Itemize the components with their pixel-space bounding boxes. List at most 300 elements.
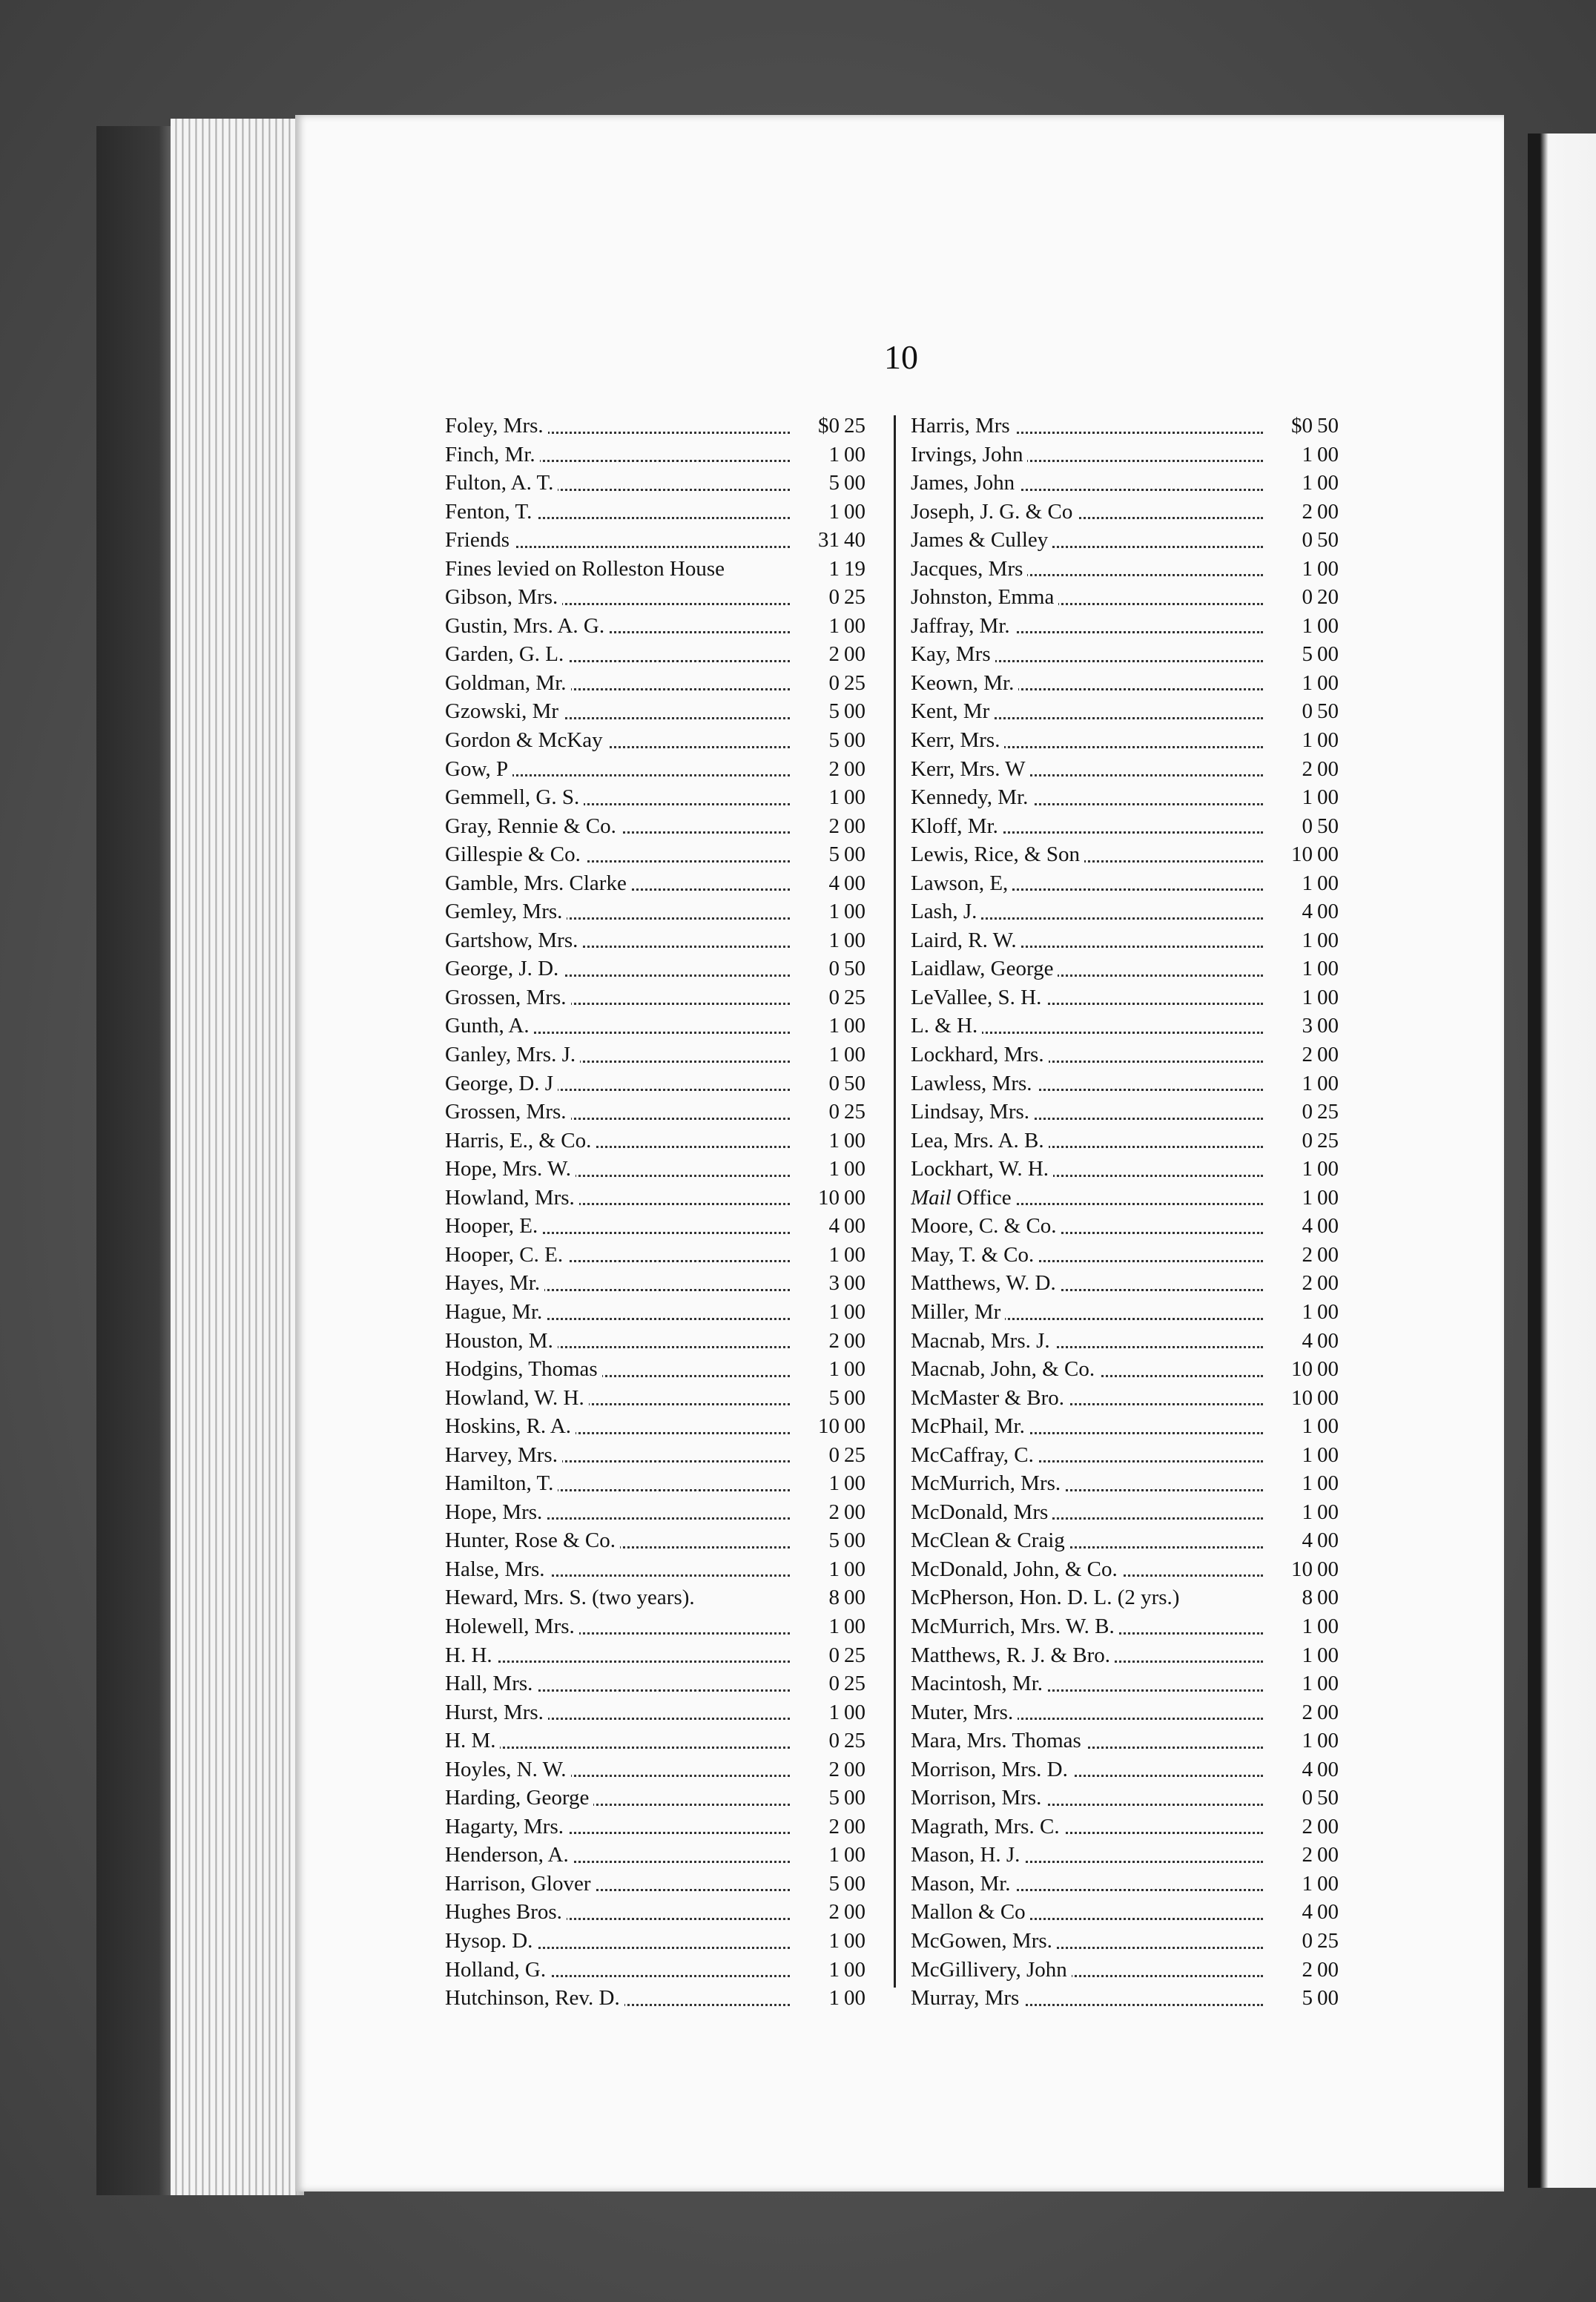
entry-dollars: 1	[1302, 1729, 1313, 1753]
entry-name: Gibson, Mrs.	[445, 585, 562, 609]
entry-dollars: 2	[828, 642, 840, 667]
page-edges	[171, 119, 297, 2195]
entry-name: Mason, Mr.	[911, 1872, 1015, 1896]
entry-dollars: 1	[828, 499, 840, 524]
entry-dollars: 5	[828, 1786, 840, 1810]
entry-dollars: 2	[1302, 1700, 1313, 1724]
entry-cents: 00	[1317, 1071, 1339, 1095]
entry-name: Hurst, Mrs.	[445, 1701, 548, 1724]
entry-dollars: 1	[828, 442, 840, 466]
entry-dollars: 1	[828, 613, 840, 638]
entry-cents: 00	[1317, 871, 1339, 895]
entry-dollars: 2	[1302, 1043, 1313, 1067]
entry-cents: 00	[1317, 1271, 1339, 1296]
entry-cents: 00	[844, 871, 865, 895]
entry-name: Lea, Mrs. A. B.	[911, 1129, 1049, 1152]
entry-cents: 00	[844, 442, 865, 466]
entry-cents: 00	[1317, 1871, 1339, 1896]
entry-name: Lawless, Mrs.	[911, 1072, 1037, 1095]
entry-name: Irvings, John	[911, 443, 1027, 466]
entry-cents: 00	[844, 1586, 865, 1610]
entry-cents: 00	[1317, 1814, 1339, 1838]
entry-cents: 00	[844, 1157, 865, 1181]
column-divider	[894, 415, 896, 1988]
entry-cents: 00	[1317, 1014, 1339, 1038]
entry-cents: 00	[1317, 1242, 1339, 1267]
entry-name: Harvey, Mrs.	[445, 1443, 562, 1467]
entry-dollars: 1	[1302, 785, 1313, 810]
entry-cents: 00	[1317, 928, 1339, 952]
entry-dollars: 10	[818, 1414, 840, 1439]
entry-cents: 00	[844, 499, 865, 524]
entry-dollars: 0	[1302, 1928, 1313, 1953]
entry-dollars: 0	[1302, 699, 1313, 724]
entry-cents: 00	[844, 1814, 865, 1838]
entry-dollars: 10	[1291, 1557, 1313, 1581]
entry-dollars: 4	[828, 1214, 840, 1239]
entry-dollars: 2	[1302, 1271, 1313, 1296]
entry-name: Miller, Mr	[911, 1300, 1005, 1324]
entry-name: George, J. D.	[445, 957, 563, 980]
entry-name: McDonald, John, & Co.	[911, 1557, 1122, 1581]
entry-cents: 00	[844, 1043, 865, 1067]
list-item	[445, 555, 883, 584]
entry-name: Houston, M.	[445, 1329, 558, 1353]
entry-name: Macintosh, Mr.	[911, 1672, 1047, 1695]
entry-dollars: 1	[828, 900, 840, 924]
entry-cents: 00	[1317, 1757, 1339, 1781]
entry-dollars: 0	[1302, 1786, 1313, 1810]
entry-cents: 50	[1317, 699, 1339, 724]
entry-dollars: 4	[1302, 1757, 1313, 1781]
entry-name: Hysop. D.	[445, 1929, 537, 1953]
entry-cents: 00	[844, 1986, 865, 2011]
entry-dollars: 0	[828, 1071, 840, 1095]
entry-name: Hoskins, R. A.	[445, 1414, 576, 1438]
entry-dollars: 0	[828, 985, 840, 1009]
entry-name: Howland, W. H.	[445, 1386, 589, 1410]
entry-dollars: 1	[828, 1957, 840, 1982]
entry-name: McMurrich, Mrs.	[911, 1471, 1065, 1495]
entry-name: Lash, J.	[911, 900, 981, 923]
facing-page-edge	[1528, 133, 1596, 2188]
entry-cents: 00	[844, 1614, 865, 1638]
entry-dollars: 2	[828, 1757, 840, 1781]
entry-name: Fulton, A. T.	[445, 471, 558, 495]
entry-dollars: 2	[1302, 1242, 1313, 1267]
entry-name: Hutchinson, Rev. D.	[445, 1986, 624, 2010]
entry-dollars: 1	[1302, 1471, 1313, 1496]
entry-dollars: 2	[828, 756, 840, 781]
entry-name: Garden, G. L.	[445, 642, 568, 666]
entry-cents: 25	[844, 414, 865, 438]
entry-name: Lawson, E,	[911, 871, 1012, 895]
entry-name: McPhail, Mr.	[911, 1414, 1029, 1438]
entry-cents: 00	[844, 1414, 865, 1439]
entry-dollars: 2	[1302, 1843, 1313, 1867]
entry-dollars: 4	[1302, 1214, 1313, 1239]
entry-name: Joseph, J. G. & Co	[911, 500, 1077, 524]
entry-name-wrap	[445, 526, 790, 555]
entry-name: Hayes, Mr.	[445, 1271, 544, 1295]
entry-cents: 00	[1317, 1214, 1339, 1239]
entry-name-wrap	[911, 1984, 1263, 2013]
list-item	[445, 1984, 883, 2013]
entry-cents: 25	[1317, 1128, 1339, 1152]
entry-cents: 00	[844, 471, 865, 495]
entry-dollars: 0	[828, 585, 840, 610]
entry-dollars: 3	[1302, 1014, 1313, 1038]
entry-dollars: 1	[1302, 1500, 1313, 1524]
entry-cents: 00	[1317, 785, 1339, 810]
entry-dollars: 1	[1302, 1185, 1313, 1210]
entry-name: Gray, Rennie & Co.	[445, 814, 621, 838]
entry-name: May, T. & Co.	[911, 1243, 1038, 1267]
entry-dollars: 0	[828, 670, 840, 695]
entry-name: Jacques, Mrs	[911, 557, 1027, 581]
entry-dollars: 8	[1302, 1586, 1313, 1610]
entry-name: LeVallee, S. H.	[911, 986, 1046, 1009]
entry-dollars: 2	[828, 1814, 840, 1838]
entry-cents: 00	[844, 1957, 865, 1982]
entry-name: Fenton, T.	[445, 500, 536, 524]
entry-cents: 00	[1317, 1843, 1339, 1867]
entry-name: Hope, Mrs.	[445, 1500, 547, 1524]
entry-dollars: 10	[1291, 1357, 1313, 1382]
entry-name: Matthews, W. D.	[911, 1271, 1061, 1295]
entry-dollars: 1	[1302, 670, 1313, 695]
entry-cents: 00	[1317, 642, 1339, 667]
entry-cents: 00	[1317, 1185, 1339, 1210]
entry-dollars: 1	[828, 1557, 840, 1581]
entry-name: Harris, E., & Co.	[445, 1129, 596, 1152]
entry-name: Gemley, Mrs.	[445, 900, 567, 923]
entry-cents: 00	[1317, 900, 1339, 924]
page-number: 10	[884, 338, 918, 376]
entry-name: Hague, Mr.	[445, 1300, 547, 1324]
entry-name: Grossen, Mrs.	[445, 1100, 571, 1124]
entry-dollars: 10	[1291, 1385, 1313, 1410]
entry-cents: 00	[1317, 1900, 1339, 1925]
entry-name: Lewis, Rice, & Son	[911, 842, 1084, 866]
entry-name: Magrath, Mrs. C.	[911, 1815, 1064, 1838]
entry-cents: 50	[844, 1071, 865, 1095]
entry-name: Lockhard, Mrs.	[911, 1043, 1049, 1066]
entry-name: McGillivery, John	[911, 1958, 1072, 1982]
entry-cents: 00	[1317, 1471, 1339, 1496]
entry-dollars: 1	[828, 1242, 840, 1267]
entry-dollars: 10	[1291, 842, 1313, 867]
entry-dollars: 1	[828, 1299, 840, 1324]
entry-dollars: 2	[1302, 1814, 1313, 1838]
entry-dollars: 1	[1302, 957, 1313, 981]
entry-dollars: 0	[828, 1442, 840, 1467]
entry-name: Hooper, C. E.	[445, 1243, 567, 1267]
left-column-list	[445, 412, 883, 2013]
entry-name: Heward, Mrs. S. (two years).	[445, 1586, 699, 1609]
entry-dollars: 1	[1302, 1299, 1313, 1324]
entry-cents: 00	[844, 1185, 865, 1210]
entry-dollars: 1	[828, 1614, 840, 1638]
entry-name: Ganley, Mrs. J.	[445, 1043, 580, 1066]
entry-name: Harrison, Glover	[445, 1872, 596, 1896]
entry-name: Harding, George	[445, 1786, 593, 1810]
entry-dollars: 4	[1302, 900, 1313, 924]
entry-name: Finch, Mr.	[445, 443, 540, 466]
entry-dollars: 4	[1302, 1900, 1313, 1925]
entry-dollars: 5	[828, 1385, 840, 1410]
entry-name: Jaffray, Mr.	[911, 614, 1015, 638]
entry-dollars: 1	[1302, 871, 1313, 895]
entry-cents: 00	[844, 785, 865, 810]
entry-dollars: 1	[1302, 442, 1313, 466]
entry-cents: 00	[844, 756, 865, 781]
entry-cents: 00	[1317, 556, 1339, 581]
entry-name: Morrison, Mrs.	[911, 1786, 1046, 1810]
entry-cents: 00	[844, 1900, 865, 1925]
entry-name: Gemmell, G. S.	[445, 785, 584, 809]
entry-name: Murray, Mrs	[911, 1986, 1023, 2010]
entry-name: Gow, P	[445, 757, 512, 781]
entry-dollars: 1	[1302, 1614, 1313, 1638]
entry-cents: 50	[1317, 1786, 1339, 1810]
entry-cents: 00	[1317, 1986, 1339, 2011]
entry-cents: 00	[844, 1128, 865, 1152]
entry-cents: 50	[844, 957, 865, 981]
entry-dollars: 1	[828, 1986, 840, 2011]
entry-name: Gzowski, Mr	[445, 699, 563, 723]
entry-cents: 19	[844, 556, 865, 581]
entry-cents: 25	[844, 1442, 865, 1467]
entry-cents: 00	[1317, 1414, 1339, 1439]
entry-dollars: 10	[818, 1185, 840, 1210]
entry-dollars: 0	[828, 1729, 840, 1753]
entry-cents: 00	[844, 642, 865, 667]
entry-cents: 00	[1317, 1528, 1339, 1553]
entry-name-wrap	[911, 1555, 1263, 1584]
entry-dollars: 1	[1302, 1442, 1313, 1467]
entry-cents: 00	[1317, 1299, 1339, 1324]
entry-cents: 25	[844, 1643, 865, 1667]
entry-name: Halse, Mrs.	[445, 1557, 550, 1581]
entry-dollars: 4	[828, 871, 840, 895]
entry-cents: 25	[844, 585, 865, 610]
entry-dollars: 2	[828, 1328, 840, 1353]
entry-dollars: 5	[1302, 642, 1313, 667]
entry-dollars: 1	[1302, 613, 1313, 638]
entry-name: Keown, Mr.	[911, 671, 1018, 695]
list-item	[445, 1583, 883, 1612]
entry-name: H. M.	[445, 1729, 500, 1752]
entry-name: Kay, Mrs	[911, 642, 995, 666]
entry-cents: 00	[1317, 613, 1339, 638]
entry-dollars: 1	[1302, 1414, 1313, 1439]
entry-name: Hughes Bros.	[445, 1900, 567, 1924]
entry-dollars: 1	[828, 1843, 840, 1867]
entry-dollars: 2	[828, 1500, 840, 1524]
entry-dollars: 1	[1302, 1643, 1313, 1667]
entry-cents: 00	[844, 928, 865, 952]
entry-cents: 00	[1317, 728, 1339, 753]
entry-cents: 25	[1317, 1928, 1339, 1953]
entry-name: James & Culley	[911, 528, 1052, 552]
list-item	[911, 1583, 1356, 1612]
entry-dollars: 5	[828, 471, 840, 495]
entry-cents: 00	[844, 1299, 865, 1324]
entry-name: Lockhart, W. H.	[911, 1157, 1053, 1181]
entry-dollars: 3	[828, 1271, 840, 1296]
entry-name: McMaster & Bro.	[911, 1386, 1069, 1410]
entry-name-italic: Mail	[911, 1185, 952, 1210]
entry-name: Gordon & McKay	[445, 728, 607, 752]
entry-name: Gustin, Mrs. A. G.	[445, 614, 609, 638]
entry-name: Hagarty, Mrs.	[445, 1815, 568, 1838]
entry-dollars: 5	[828, 842, 840, 867]
entry-dollars: $0	[818, 414, 840, 438]
entry-cents: 50	[1317, 414, 1339, 438]
entry-cents: 00	[1317, 1700, 1339, 1724]
entry-name: Goldman, Mr.	[445, 671, 571, 695]
entry-name: Muter, Mrs.	[911, 1701, 1018, 1724]
entry-cents: 00	[844, 1786, 865, 1810]
entry-dollars: 5	[828, 1871, 840, 1896]
entry-dollars: 5	[1302, 1986, 1313, 2011]
entry-name: Lindsay, Mrs.	[911, 1100, 1034, 1124]
entry-name: Friends	[445, 528, 514, 552]
entry-cents: 00	[844, 1928, 865, 1953]
entry-cents: 00	[844, 1328, 865, 1353]
entry-dollars: 1	[828, 1700, 840, 1724]
entry-cents: 00	[844, 1014, 865, 1038]
entry-cents: 00	[844, 1471, 865, 1496]
entry-cents: 00	[1317, 1729, 1339, 1753]
entry-cents: 00	[1317, 1442, 1339, 1467]
entry-name: Holland, G.	[445, 1958, 550, 1982]
entry-name: Henderson, A.	[445, 1843, 573, 1867]
entry-cents: 00	[1317, 1614, 1339, 1638]
entry-cents: 00	[1317, 1328, 1339, 1353]
entry-dollars: 1	[1302, 1672, 1313, 1696]
list-item	[445, 1555, 883, 1584]
entry-cents: 00	[844, 814, 865, 838]
entry-cents: 25	[1317, 1100, 1339, 1124]
entry-name: Hamilton, T.	[445, 1471, 558, 1495]
entry-cents: 00	[844, 1700, 865, 1724]
entry-name: Hooper, E.	[445, 1214, 542, 1238]
entry-cents: 00	[844, 1357, 865, 1382]
entry-dollars: 1	[1302, 556, 1313, 581]
entry-dollars: 1	[828, 928, 840, 952]
entry-name: Kloff, Mr.	[911, 814, 1003, 838]
entry-name: James, John	[911, 471, 1019, 495]
entry-dollars: 0	[828, 957, 840, 981]
entry-dollars: 0	[828, 1672, 840, 1696]
entry-cents: 00	[1317, 1672, 1339, 1696]
entry-dollars: 1	[828, 1928, 840, 1953]
entry-dollars: 0	[1302, 585, 1313, 610]
entry-name: Holewell, Mrs.	[445, 1615, 579, 1638]
entry-cents: 00	[1317, 1500, 1339, 1524]
entry-dollars: 2	[1302, 499, 1313, 524]
entry-name: George, D. J	[445, 1072, 558, 1095]
entry-dollars: 0	[1302, 528, 1313, 553]
entry-cents: 00	[1317, 1557, 1339, 1581]
list-item	[911, 1984, 1356, 2013]
entry-dollars: 1	[1302, 1071, 1313, 1095]
entry-name: Mail Office	[911, 1186, 1016, 1210]
entry-cents: 25	[844, 1100, 865, 1124]
entry-cents: 00	[844, 1557, 865, 1581]
entry-name: Fines levied on Rolleston House	[445, 557, 729, 581]
entry-dollars: 5	[828, 1528, 840, 1553]
entry-name: Foley, Mrs.	[445, 414, 548, 438]
entry-name: Gartshow, Mrs.	[445, 929, 582, 952]
entry-name: Hodgins, Thomas	[445, 1357, 602, 1381]
entry-cents: 00	[1317, 1643, 1339, 1667]
entry-name: Grossen, Mrs.	[445, 986, 571, 1009]
entry-name: McClean & Craig	[911, 1528, 1069, 1552]
entry-cents: 00	[1317, 1157, 1339, 1181]
entry-dollars: 2	[828, 814, 840, 838]
entry-cents: 25	[844, 985, 865, 1009]
entry-dollars: 1	[828, 1128, 840, 1152]
entry-name: McCaffray, C.	[911, 1443, 1038, 1467]
entry-dollars: 1	[828, 1014, 840, 1038]
list-item	[445, 526, 883, 555]
entry-cents: 00	[1317, 1957, 1339, 1982]
entry-cents: 00	[844, 1528, 865, 1553]
entry-name: Hall, Mrs.	[445, 1672, 537, 1695]
entry-dollars: 1	[828, 556, 840, 581]
entry-dollars: 8	[828, 1586, 840, 1610]
entry-dollars: 0	[1302, 814, 1313, 838]
entry-name: L. & H.	[911, 1014, 982, 1038]
entry-name: Gillespie & Co.	[445, 842, 585, 866]
entry-cents: 20	[1317, 585, 1339, 610]
entry-dollars: 1	[828, 1043, 840, 1067]
entry-cents: 50	[1317, 528, 1339, 553]
entry-name: Mallon & Co	[911, 1900, 1030, 1924]
entry-cents: 00	[844, 1500, 865, 1524]
entry-name: Mara, Mrs. Thomas	[911, 1729, 1086, 1752]
entry-cents: 00	[1317, 670, 1339, 695]
entry-name: Laidlaw, George	[911, 957, 1058, 980]
entry-name: Laird, R. W.	[911, 929, 1021, 952]
entry-cents: 00	[844, 613, 865, 638]
entry-cents: 00	[844, 1385, 865, 1410]
entry-name: H. H.	[445, 1643, 497, 1667]
entry-cents: 00	[1317, 471, 1339, 495]
entry-name: Macnab, John, & Co.	[911, 1357, 1099, 1381]
entry-name: Hope, Mrs. W.	[445, 1157, 576, 1181]
entry-name: Kerr, Mrs.	[911, 728, 1004, 752]
entry-name: Hoyles, N. W.	[445, 1758, 571, 1781]
entry-name: McMurrich, Mrs. W. B.	[911, 1615, 1119, 1638]
entry-cents: 00	[844, 842, 865, 867]
entry-dollars: 5	[828, 699, 840, 724]
entry-cents: 00	[844, 1871, 865, 1896]
entry-dollars: 1	[828, 1157, 840, 1181]
entry-name: Harris, Mrs	[911, 414, 1015, 438]
entry-name: McPherson, Hon. D. L. (2 yrs.)	[911, 1586, 1184, 1609]
entry-cents: 00	[844, 1271, 865, 1296]
entry-cents: 00	[844, 1843, 865, 1867]
entry-dollars: 2	[1302, 756, 1313, 781]
list-item	[911, 1555, 1356, 1584]
entry-name: Matthews, R. J. & Bro.	[911, 1643, 1115, 1667]
entry-dollars: $0	[1291, 414, 1313, 438]
entry-dollars: 1	[828, 1471, 840, 1496]
